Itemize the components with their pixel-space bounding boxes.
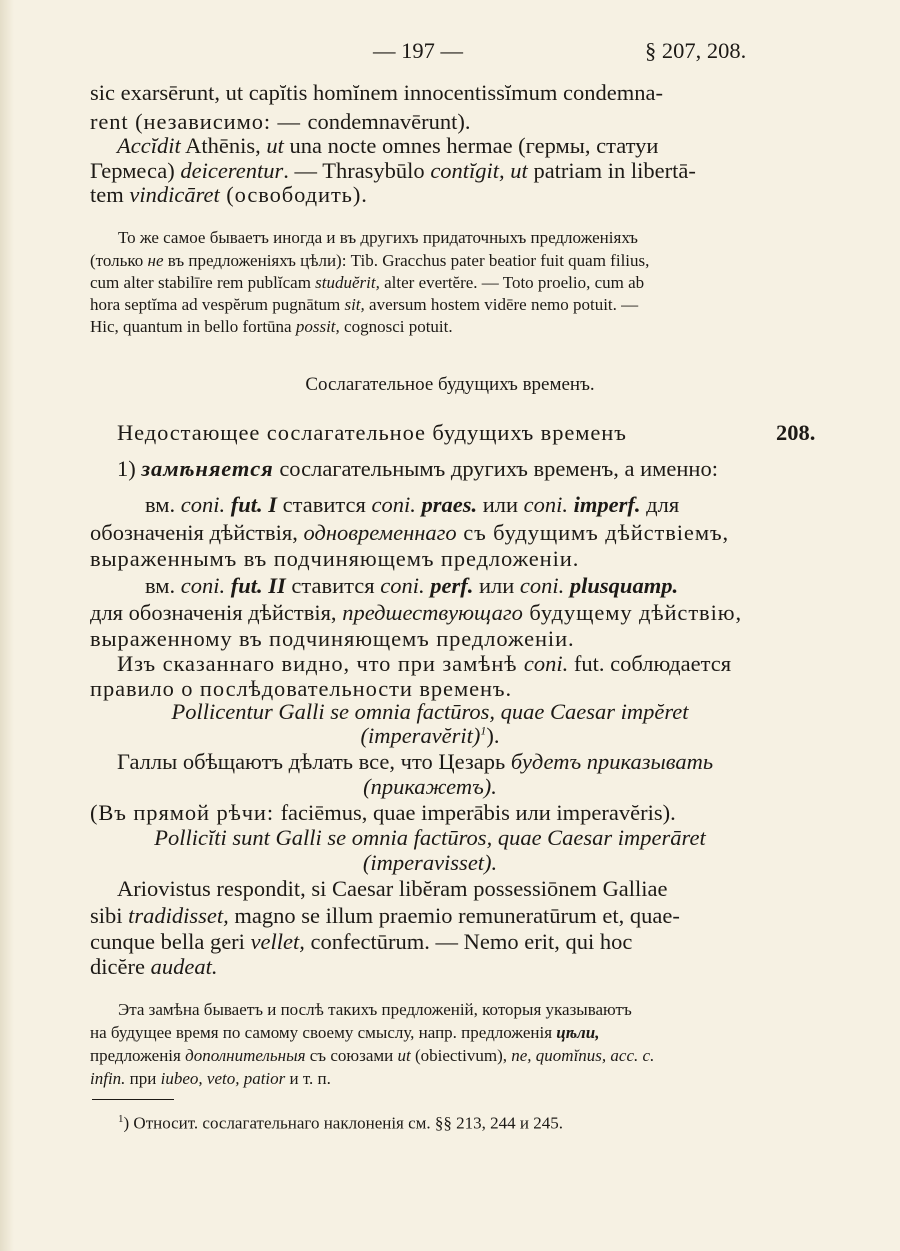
text-line: (Въ прямой рѣчи: faciēmus, quae imperābis или imperavĕris). bbox=[90, 800, 676, 825]
text-line: tem vindicāret (освободить). bbox=[90, 182, 368, 207]
small-text-line: (только не въ предложеніяхъ цѣли): Tib. Gracchus pater beatior fuit quam filius, bbox=[90, 251, 650, 270]
small-text-line: предложенія дополнительныя съ союзами ut (obiectivum), ne, quomĭnus, acc. c. bbox=[90, 1046, 655, 1065]
footnote: $^1$) Относит. сослагательнаго наклоненія см. §§ 213, 244 и 245. bbox=[118, 1113, 564, 1133]
text-line: rent (независимо: — condemnavērunt). bbox=[90, 109, 471, 134]
text-line: 1) замѣняется сослагательнымъ другихъ временъ, а именно: bbox=[117, 456, 718, 481]
text-line: Галлы обѣщаютъ дѣлать все, что Цезарь будетъ приказывать bbox=[117, 749, 714, 774]
small-text-line: infin. при iubeo, veto, patior и т. п. bbox=[90, 1069, 331, 1088]
text-line: Accĭdit Athēnis, ut una nocte omnes hermae (гермы, статуи bbox=[117, 133, 659, 158]
example-line: Pollicentur Galli se omnia factūros, quae Caesar impĕret bbox=[171, 699, 689, 724]
section-heading: Сослагательное будущихъ временъ. bbox=[305, 374, 595, 395]
text-line: sic exarsērunt, ut capĭtis homĭnem innocentissĭmum condemna- bbox=[90, 80, 663, 105]
small-text-line: cum alter stabilīre rem publĭcam studuĕrit, alter evertĕre. — Toto proelio, cum ab bbox=[90, 273, 645, 292]
text-line: (прикажетъ). bbox=[363, 774, 497, 799]
text-line: вм. coni. fut. I ставится coni. praes. или coni. imperf. для bbox=[145, 492, 680, 517]
text-line: для обозначенія дѣйствія, предшествующаго будущему дѣйствію, bbox=[90, 600, 742, 625]
text-line: выраженному въ подчиняющемъ предложеніи. bbox=[90, 626, 575, 651]
text-line: dicĕre audeat. bbox=[90, 954, 218, 979]
margin-section-number: 208. bbox=[776, 420, 816, 445]
example-line: (imperavisset). bbox=[362, 850, 498, 875]
text-line: вм. coni. fut. II ставится coni. perf. или coni. plusquamp. bbox=[145, 573, 679, 598]
small-text-line: hora septĭma ad vespĕrum pugnātum sit, aversum hostem vidēre nemo potuit. — bbox=[90, 295, 639, 314]
text-line: Изъ сказаннаго видно, что при замѣнѣ coni. fut. соблюдается bbox=[117, 651, 732, 676]
example-line: (imperavĕrit)$^1$). bbox=[360, 723, 500, 748]
small-text-line: Эта замѣна бываетъ и послѣ такихъ предложеній, которыя указываютъ bbox=[118, 1000, 632, 1019]
text-line: sibi tradidisset, magno se illum praemio remuneratūrum et, quae- bbox=[90, 903, 680, 928]
text-line: выраженнымъ въ подчиняющемъ предложеніи. bbox=[90, 546, 580, 571]
text-line: Недостающее сослагательное будущихъ временъ bbox=[117, 420, 627, 445]
example-line: Pollicĭti sunt Galli se omnia factūros, quae Caesar imperāret bbox=[154, 825, 706, 850]
section-reference: § 207, 208. bbox=[645, 38, 747, 63]
text-line: правило о послѣдовательности временъ. bbox=[90, 676, 512, 701]
footnote-ref: 1 bbox=[480, 723, 487, 738]
text-line: cunque bella geri vellet, confectūrum. — Nemo erit, qui hoc bbox=[90, 929, 633, 954]
small-text-line: То же самое бываетъ иногда и въ другихъ придаточныхъ предложеніяхъ bbox=[118, 228, 638, 247]
small-text-line: Hic, quantum in bello fortūna possit, cognosci potuit. bbox=[90, 317, 453, 336]
footnote-divider bbox=[92, 1099, 174, 1100]
text-line: обозначенія дѣйствія, одновременнаго съ будущимъ дѣйствіемъ, bbox=[90, 520, 730, 545]
page-number: — 197 — bbox=[373, 38, 463, 63]
small-text-line: на будущее время по самому своему смыслу, напр. предложенія цѣли, bbox=[90, 1023, 600, 1042]
text-line: Гермеса) deicerentur. — Thrasybūlo contĭgit, ut patriam in libertā- bbox=[90, 158, 696, 183]
page-edge-shadow bbox=[0, 0, 14, 1251]
text-line: Ariovistus respondit, si Caesar libĕram possessiōnem Galliae bbox=[117, 876, 668, 901]
